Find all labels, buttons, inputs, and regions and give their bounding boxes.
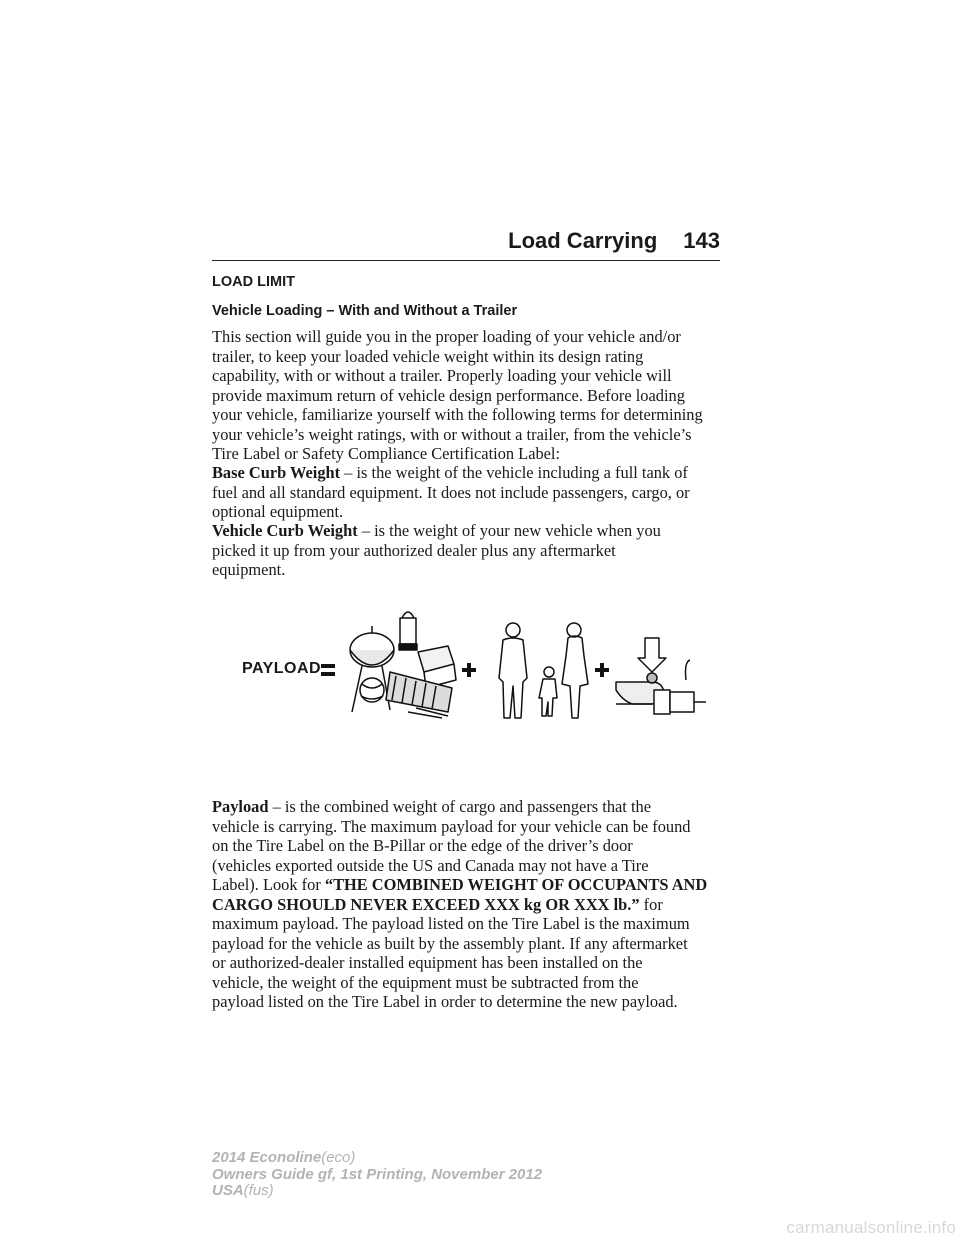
payload-line: (vehicles exported outside the US and Canada may not have a Tire [212, 855, 649, 875]
base-curb-weight-paragraph [212, 463, 724, 522]
plus-icon [595, 663, 609, 677]
footer-model-code: (eco) [321, 1149, 356, 1166]
payload-warning-text: CARGO SHOULD NEVER EXCEED XXX kg OR XXX lb.” [212, 894, 640, 914]
payload-label: PAYLOAD [242, 660, 322, 677]
intro-line: trailer, to keep your loaded vehicle weight within its design rating [212, 346, 644, 366]
intro-line: This section will guide you in the proper loading of your vehicle and/or [212, 327, 681, 346]
cargo-icon [350, 612, 456, 718]
chapter-title: Load Carrying [508, 228, 658, 253]
vehicle-curb-weight-line: equipment. [212, 560, 286, 579]
vehicle-curb-weight-term: Vehicle Curb Weight [212, 521, 358, 540]
footer-printing: Owners Guide gf, 1st Printing, November 2012 [212, 1165, 543, 1183]
payload-text: – is the combined weight of cargo and passengers that the [268, 797, 651, 816]
footer-market-code: (fus) [243, 1182, 274, 1199]
intro-line: capability, with or without a trailer. Properly loading your vehicle will [212, 366, 672, 385]
base-curb-weight-term: Base Curb Weight [212, 463, 341, 482]
section-subtitle: Vehicle Loading – With and Without a Trailer [212, 303, 518, 319]
vehicle-curb-weight-text: – is the weight of your new vehicle when you [357, 521, 661, 540]
base-curb-weight-text: – is the weight of the vehicle including a full tank of [340, 463, 688, 482]
intro-paragraph [212, 327, 724, 464]
vehicle-curb-weight-line: picked it up from your authorized dealer plus any aftermarket [212, 540, 616, 560]
payload-line: vehicle, the weight of the equipment must be subtracted from the [212, 972, 639, 992]
footer-model: 2014 Econoline [212, 1149, 322, 1166]
document-footer [212, 1150, 542, 1200]
watermark: carmanualsonline.info [786, 1218, 956, 1237]
payload-line: on the Tire Label on the B-Pillar or the edge of the driver’s door [212, 836, 633, 855]
base-curb-weight-line: optional equipment. [212, 502, 344, 521]
payload-line: payload listed on the Tire Label in order to determine the new payload. [212, 992, 678, 1011]
payload-equation-drawing [212, 600, 712, 725]
vehicle-curb-weight-paragraph [212, 521, 724, 580]
payload-illustration [212, 600, 712, 725]
payload-warning-text: “THE COMBINED WEIGHT OF OCCUPANTS AND [324, 875, 708, 894]
equals-icon [321, 664, 335, 676]
tongue-load-icon [616, 638, 706, 714]
plus-icon [462, 663, 476, 677]
intro-line: provide maximum return of vehicle design performance. Before loading [212, 385, 685, 405]
intro-line: your vehicle’s weight ratings, with or without a trailer, from the vehicle’s [212, 424, 692, 444]
payload-line: vehicle is carrying. The maximum payload for your vehicle can be found [212, 816, 691, 836]
payload-term: Payload [212, 797, 269, 816]
footer-market: USA [212, 1182, 244, 1199]
payload-text: for [639, 894, 663, 914]
payload-text: Label). Look for [212, 875, 325, 894]
base-curb-weight-line: fuel and all standard equipment. It does not include passengers, cargo, or [212, 482, 690, 502]
payload-paragraph [212, 797, 724, 1012]
header-rule [212, 260, 720, 261]
page-header [212, 228, 720, 254]
payload-line: or authorized-dealer installed equipment has been installed on the [212, 953, 643, 972]
passengers-icon [499, 623, 588, 718]
section-title: LOAD LIMIT [212, 274, 295, 290]
page-number: 143 [683, 228, 720, 253]
payload-line: maximum payload. The payload listed on the Tire Label is the maximum [212, 914, 690, 933]
intro-line: your vehicle, familiarize yourself with the following terms for determining [212, 405, 703, 424]
payload-line: payload for the vehicle as built by the assembly plant. If any aftermarket [212, 933, 688, 953]
intro-line: Tire Label or Safety Compliance Certification Label: [212, 444, 561, 463]
